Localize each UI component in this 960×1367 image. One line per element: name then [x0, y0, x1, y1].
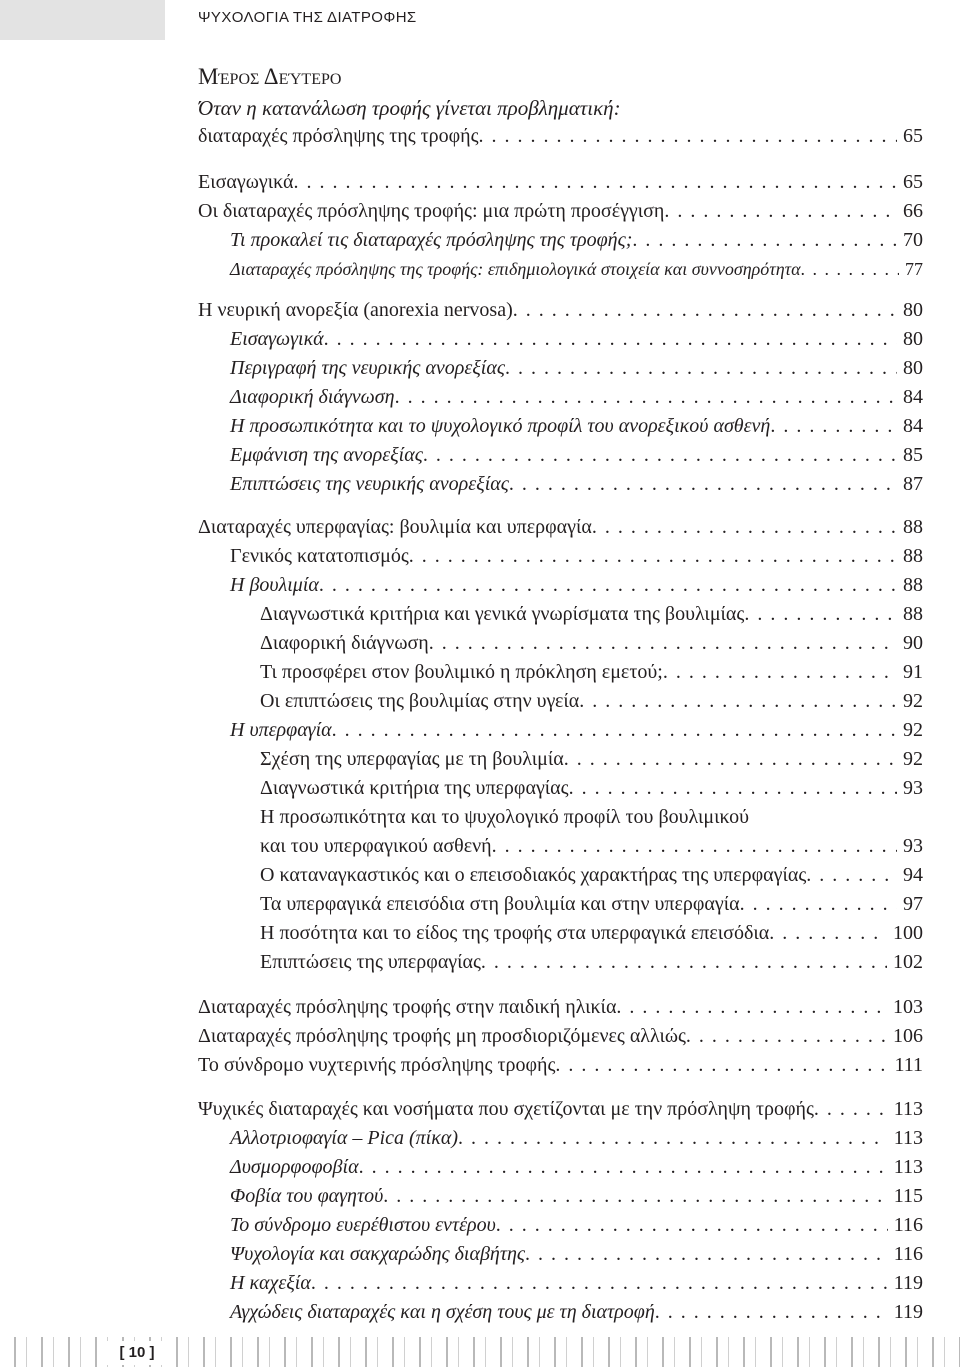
dot-leader: [525, 1239, 888, 1269]
dot-leader: [769, 918, 887, 948]
toc-entry-page: 113: [893, 1098, 923, 1120]
dot-leader: [481, 947, 887, 977]
dot-leader: [655, 1297, 888, 1327]
toc-entry: [230, 382, 923, 412]
dot-leader: [569, 773, 897, 803]
dot-leader: [555, 1050, 888, 1080]
toc-entry-page: 119: [893, 1272, 923, 1294]
toc-entry-title: Η βουλιμία: [230, 574, 319, 596]
toc-entry-title: Εμφάνιση της ανορεξίας: [230, 444, 423, 466]
page-number: [ 10 ]: [119, 1344, 155, 1361]
toc-entry-title: Φοβία του φαγητού: [230, 1185, 384, 1207]
toc-entry-title: Σχέση της υπερφαγίας με τη βουλιμία: [260, 748, 564, 770]
toc-entry-title: Περιγραφή της νευρικής ανορεξίας: [230, 357, 505, 379]
dot-leader: [509, 469, 897, 499]
part-subtitle: Όταν η κατανάλωση τροφής γίνεται προβληματική:: [198, 96, 621, 120]
toc-entry-page: 85: [903, 444, 923, 466]
toc-entry-title: Επιπτώσεις της υπερφαγίας: [260, 951, 481, 973]
toc-entry: [230, 715, 923, 745]
dot-leader: [293, 167, 897, 197]
toc-entry-title: Το σύνδρομο νυχτερινής πρόσληψης τροφής: [198, 1054, 556, 1076]
dot-leader: [505, 353, 897, 383]
dot-leader: [801, 254, 899, 284]
toc-entry-page: 88: [903, 574, 923, 596]
dot-leader: [663, 657, 897, 687]
toc-entry-page: 66: [903, 200, 923, 222]
toc-entry-title: Τι προσφέρει στον βουλιμικό η πρόκληση εμετού;: [260, 661, 663, 683]
toc-entry-page: 90: [903, 632, 923, 654]
toc-entry: [260, 918, 923, 948]
toc-entry: [230, 469, 923, 499]
toc-entry: [198, 512, 923, 542]
toc-entry-title: Διαταραχές υπερφαγίας: βουλιμία και υπερφαγία: [198, 516, 592, 538]
toc-entry-title: Ο καταναγκαστικός και ο επεισοδιακός χαρακτήρας της υπερφαγίας: [260, 864, 807, 886]
dot-leader: [311, 1268, 888, 1298]
toc-entry-page: 93: [903, 777, 923, 799]
part-title: Μέρος Δεύτερο: [198, 64, 342, 89]
header-band: [0, 0, 165, 40]
toc-entry-page: 91: [903, 661, 923, 683]
toc-entry-title: Το σύνδρομο ευερέθιστου εντέρου: [230, 1214, 496, 1236]
toc-entry-page: 113: [893, 1156, 923, 1178]
dot-leader: [686, 1021, 887, 1051]
toc-entry-title: και του υπερφαγικού ασθενή: [260, 835, 492, 857]
toc-entry: [198, 295, 923, 325]
running-head: ΨΥΧΟΛΟΓΙΑ ΤΗΣ ΔΙΑΤΡΟΦΗΣ: [198, 9, 417, 26]
toc-entry-title: Διαταραχές πρόσληψης τροφής στην παιδική ηλικία: [198, 996, 617, 1018]
toc-entry-page: 88: [903, 603, 923, 625]
toc-entry-title: Η νευρική ανορεξία (anorexia nervosa): [198, 299, 513, 321]
toc-entry-page: 103: [893, 996, 923, 1018]
toc-entry-page: 93: [903, 835, 923, 857]
toc-entry: [230, 1268, 923, 1298]
toc-entry-page: 84: [903, 415, 923, 437]
toc-entry: [230, 440, 923, 470]
toc-entry: [230, 1181, 923, 1211]
toc-entry-page: 94: [903, 864, 923, 886]
toc-entry-title: Εισαγωγικά: [198, 171, 294, 193]
toc-entry: [260, 599, 923, 629]
toc-entry-title: Ψυχολογία και σακχαρώδης διαβήτης: [230, 1243, 526, 1265]
dot-leader: [592, 512, 897, 542]
dot-leader: [496, 1210, 888, 1240]
dot-leader: [458, 1123, 888, 1153]
toc-entry-title: Ψυχικές διαταραχές και νοσήματα που σχετίζονται με την πρόσληψη τροφής: [198, 1098, 814, 1120]
toc-entry-title: Γενικός κατατοπισμός: [230, 545, 409, 567]
toc-entry-page: 77: [905, 259, 923, 279]
toc-entry-title: Τι προκαλεί τις διαταραχές πρόσληψης της τροφής;: [230, 229, 633, 251]
toc-entry-page: 65: [903, 125, 923, 147]
dot-leader: [814, 1094, 888, 1124]
toc-entry: [230, 411, 923, 441]
toc-entry-title: Διαγνωστικά κριτήρια και γενικά γνωρίσματα της βουλιμίας: [260, 603, 745, 625]
toc-entry-page: 116: [893, 1214, 923, 1236]
toc-entry-page: 88: [903, 516, 923, 538]
toc-entry-page: 92: [903, 690, 923, 712]
toc-entry-page: 92: [903, 719, 923, 741]
dot-leader: [359, 1152, 888, 1182]
dot-leader: [383, 1181, 887, 1211]
dot-leader: [770, 411, 897, 441]
toc-entry: [230, 1152, 923, 1182]
toc-entry: [260, 889, 923, 919]
toc-entry: [230, 1297, 923, 1327]
toc-entry: [230, 1239, 923, 1269]
toc-entry: [260, 773, 923, 803]
toc-entry: [198, 196, 923, 226]
toc-entry: [260, 947, 923, 977]
toc-entry-page: 113: [893, 1127, 923, 1149]
toc-entry: [260, 831, 923, 861]
toc-entry-title: Αγχώδεις διαταραχές και η σχέση τους με τη διατροφή: [230, 1301, 655, 1323]
dot-leader: [564, 744, 897, 774]
toc-entry: [198, 1021, 923, 1051]
toc-entry-page: 119: [893, 1301, 923, 1323]
toc-entry-page: 106: [893, 1025, 923, 1047]
toc-entry-title: Δυσμορφοφοβία: [230, 1156, 359, 1178]
folio-box: [102, 1341, 172, 1365]
toc-entry-title: Η υπερφαγία: [230, 719, 332, 741]
dot-leader: [409, 541, 897, 571]
toc-entry-page: 80: [903, 299, 923, 321]
toc-entry: [230, 1123, 923, 1153]
toc-entry: [260, 744, 923, 774]
toc-entry-title: Η καχεξία: [230, 1272, 311, 1294]
dot-leader: [423, 440, 897, 470]
toc-entry-page: 65: [903, 171, 923, 193]
dot-leader: [616, 992, 887, 1022]
toc-entry: [198, 992, 923, 1022]
dot-leader: [492, 831, 897, 861]
toc-entry-title: Οι διαταραχές πρόσληψης τροφής: μια πρώτη προσέγγιση: [198, 200, 665, 222]
toc-entry-title: Τα υπερφαγικά επεισόδια στη βουλιμία και στην υπερφαγία: [260, 893, 740, 915]
toc-entry: [260, 657, 923, 687]
toc-entry-title: Διαταραχές πρόσληψης της τροφής: επιδημιολογικά στοιχεία και συννοσηρότητα: [230, 259, 801, 279]
footer-band: [0, 1337, 960, 1367]
dot-leader: [324, 324, 897, 354]
dot-leader: [332, 715, 897, 745]
toc-entry-title: διαταραχές πρόσληψης της τροφής: [198, 125, 479, 147]
toc-entry: [230, 225, 923, 255]
toc-entry-page: 100: [893, 922, 923, 944]
dot-leader: [744, 599, 897, 629]
toc-entry-page: 80: [903, 357, 923, 379]
toc-entry: [198, 167, 923, 197]
toc-entry-title: Διαφορική διάγνωση: [260, 632, 429, 654]
toc-entry-title-line1: Η προσωπικότητα και το ψυχολογικό προφίλ του βουλιμικού: [260, 806, 750, 828]
toc-entry-page: 115: [893, 1185, 923, 1207]
toc-entry: [230, 1210, 923, 1240]
toc-entry: [230, 324, 923, 354]
dot-leader: [429, 628, 897, 658]
toc-entry: [260, 628, 923, 658]
toc-entry-title: Εισαγωγικά: [230, 328, 324, 350]
toc-entry-page: 116: [893, 1243, 923, 1265]
toc-entry: [198, 1050, 923, 1080]
toc-entry-title: Αλλοτριοφαγία – Pica (πίκα): [230, 1127, 458, 1149]
toc-entry-title: Επιπτώσεις της νευρικής ανορεξίας: [230, 473, 509, 495]
toc-entry-title: Διαγνωστικά κριτήρια της υπερφαγίας: [260, 777, 569, 799]
toc-entry: [260, 686, 923, 716]
dot-leader: [632, 225, 897, 255]
toc-entry-page: 84: [903, 386, 923, 408]
toc-entry-title: Διαφορική διάγνωση: [230, 386, 395, 408]
toc-entry: [230, 254, 923, 284]
dot-leader: [513, 295, 897, 325]
dot-leader: [664, 196, 897, 226]
toc-entry-page: 102: [893, 951, 923, 973]
toc-entry-page: 80: [903, 328, 923, 350]
toc-entry-title: Διαταραχές πρόσληψης τροφής μη προσδιοριζόμενες αλλιώς: [198, 1025, 686, 1047]
dot-leader: [479, 121, 897, 151]
toc-entry-page: 92: [903, 748, 923, 770]
toc-entry: [198, 121, 923, 151]
toc-entry-title: Οι επιπτώσεις της βουλιμίας στην υγεία: [260, 690, 580, 712]
toc-entry: [230, 353, 923, 383]
toc-entry: [230, 541, 923, 571]
dot-leader: [579, 686, 897, 716]
toc-entry-page: 97: [903, 893, 923, 915]
toc-entry: [198, 1094, 923, 1124]
dot-leader: [740, 889, 897, 919]
dot-leader: [806, 860, 897, 890]
toc-entry-title: Η ποσότητα και το είδος της τροφής στα υπερφαγικά επεισόδια: [260, 922, 770, 944]
dot-leader: [319, 570, 897, 600]
toc-entry: [260, 860, 923, 890]
toc-entry-page: 87: [903, 473, 923, 495]
toc-entry-page: 88: [903, 545, 923, 567]
toc-entry: [230, 570, 923, 600]
dot-leader: [395, 382, 897, 412]
toc-entry-page: 70: [903, 229, 923, 251]
toc-entry-title: Η προσωπικότητα και το ψυχολογικό προφίλ του ανορεξικού ασθενή: [230, 415, 771, 437]
toc-entry-page: 111: [894, 1054, 923, 1076]
